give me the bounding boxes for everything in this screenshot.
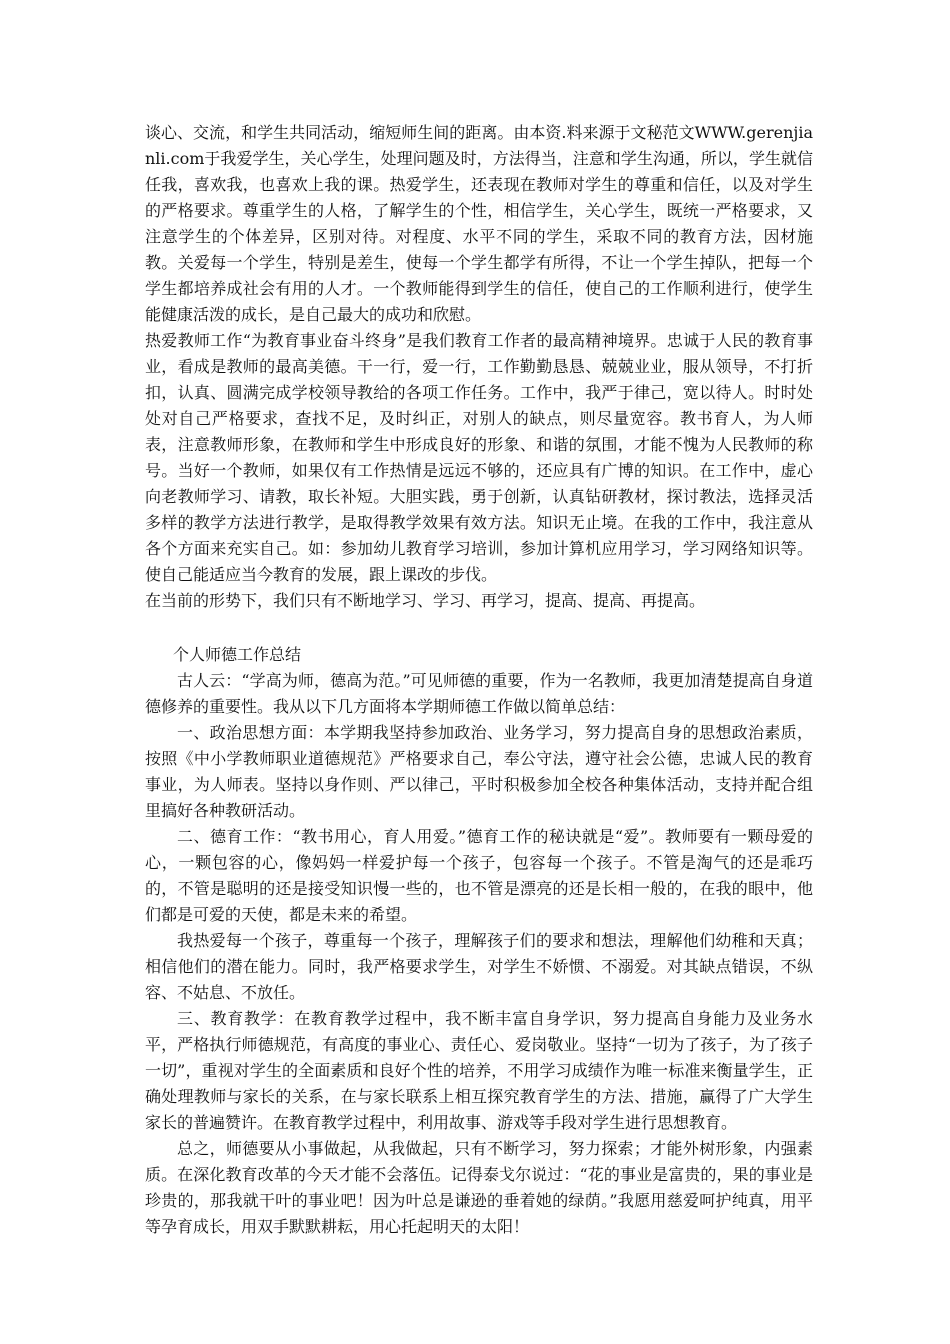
article-1-paragraph-3: 在当前的形势下，我们只有不断地学习、学习、再学习，提高、提高、再提高。 <box>145 591 706 610</box>
article-1-paragraph-2: 热爱教师工作“为教育事业奋斗终身”是我们教育工作者的最高精神境界。忠诚于人民的教育事业，看成是教师的最高美德。干一行，爱一行，工作勤勤恳恳、兢兢业业，服从领导，不打折扣，认真、圆满完成学校领导教给的各项工作任务。工作中，我严于律己，宽以待人。时时处处对自己严格要求，查找不足，及时纠正，对别人的缺点，则尽量宽容。教书育人，为人师表，注意教师形象，在教师和学生中形成良好的形象、和谐的氛围，才能不愧为人民教师的称号。当好一个教师，如果仅有工作热情是远远不够的，还应具有广博的知识。在工作中，虚心向老教师学习、请教，取长补短。大胆实践，勇于创新，认真钻研教材，探讨教法，选择灵活多样的教学方法进行教学，是取得教学效果有效方法。知识无止境。在我的工作中，我注意从各个方面来充实自己。如：参加幼儿教育学习培训，参加计算机应用学习，学习网络知识等。使自己能适应当今教育的发展，跟上课改的步伐。 <box>145 331 813 584</box>
article-2-paragraph-1: 古人云：“学高为师，德高为范。”可见师德的重要，作为一名教师，我更加清楚提高自身道德修养的重要性。我从以下几方面将本学期师德工作做以简单总结： <box>145 671 813 716</box>
article-2-paragraph-2: 一、政治思想方面：本学期我坚持参加政治、业务学习，努力提高自身的思想政治素质，按照《中小学教师职业道德规范》严格要求自己，奉公守法，遵守社会公德，忠诚人民的教育事业，为人师表。坚持以身作则、严以律己，平时积极参加全校各种集体活动，支持并配合组里搞好各种教研活动。 <box>145 723 813 820</box>
article-2-paragraph-5: 三、教育教学：在教育教学过程中，我不断丰富自身学识，努力提高自身能力及业务水平，严格执行师德规范，有高度的事业心、责任心、爱岗敬业。坚持“一切为了孩子，为了孩子一切”，重视对学生的全面素质和良好个性的培养，不用学习成绩作为唯一标准来衡量学生，正确处理教师与家长的关系，在与家长联系上相互探究教育学生的方法、措施，赢得了广大学生家长的普遍赞许。在教育教学过程中，利用故事、游戏等手段对学生进行思想教育。 <box>145 1009 813 1132</box>
section-spacer <box>145 614 813 642</box>
article-2-title: 个人师德工作总结 <box>173 645 302 664</box>
article-2-paragraph-6: 总之，师德要从小事做起，从我做起，只有不断学习，努力探索；才能外树形象，内强素质。在深化教育改革的今天才能不会落伍。记得泰戈尔说过：“花的事业是富贵的，果的事业是珍贵的，那我就干叶的事业吧！因为叶总是谦逊的垂着她的绿荫。”我愿用慈爱呵护纯真，用平等孕育成长，用双手默默耕耘，用心托起明天的太阳！ <box>145 1139 813 1236</box>
article-2-paragraph-3: 二、德育工作：“教书用心，育人用爱。”德育工作的秘诀就是“爱”。教师要有一颗母爱的心，一颗包容的心，像妈妈一样爱护每一个孩子，包容每一个孩子。不管是淘气的还是乖巧的，不管是聪明的还是接受知识慢一些的，也不管是漂亮的还是长相一般的，在我的眼中，他们都是可爱的天使，都是未来的希望。 <box>145 827 813 924</box>
article-1-paragraph-1: 谈心、交流，和学生共同活动，缩短师生间的距离。由本资.料来源于文秘范文WWW.gerenjianli.com于我爱学生，关心学生，处理问题及时，方法得当，注意和学生沟通，所以，学生就信任我，喜欢我，也喜欢上我的课。热爱学生，还表现在教师对学生的尊重和信任，以及对学生的严格要求。尊重学生的人格，了解学生的个性，相信学生，关心学生，既统一严格要求，又注意学生的个体差异，区别对待。对程度、水平不同的学生，采取不同的教育方法，因材施教。关爱每一个学生，特别是差生，使每一个学生都学有所得，不让一个学生掉队，把每一个学生都培养成社会有用的人才。一个教师能得到学生的信任，使自己的工作顺利进行，使学生能健康活泼的成长，是自己最大的成功和欣慰。 <box>145 123 813 324</box>
article-2-paragraph-4: 我热爱每一个孩子，尊重每一个孩子，理解孩子们的要求和想法，理解他们幼稚和天真；相信他们的潜在能力。同时，我严格要求学生，对学生不娇惯、不溺爱。对其缺点错误，不纵容、不姑息、不放任。 <box>145 931 813 1002</box>
document-page <box>145 120 813 1240</box>
